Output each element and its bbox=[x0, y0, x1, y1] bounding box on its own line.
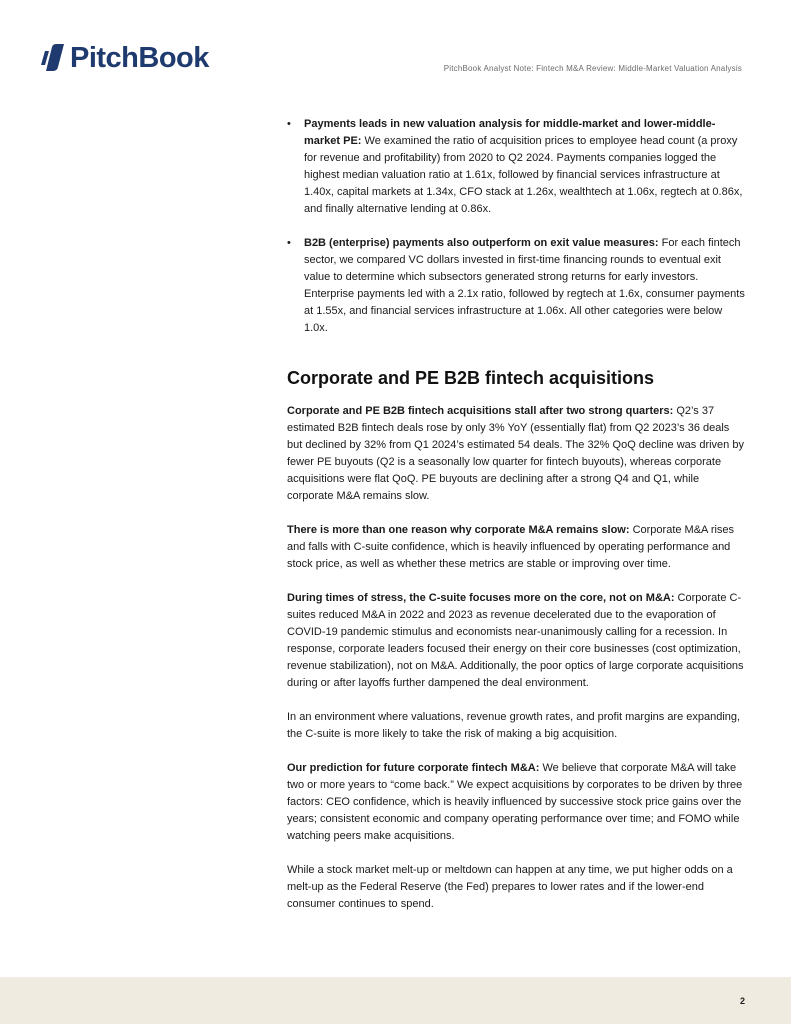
paragraph-lead: During times of stress, the C-suite focuses more on the core, not on M&A: bbox=[287, 592, 675, 604]
paragraph bbox=[287, 760, 745, 845]
bullet-item bbox=[287, 235, 745, 337]
paragraph bbox=[287, 522, 745, 573]
header-note: PitchBook Analyst Note: Fintech M&A Review: Middle-Market Valuation Analysis bbox=[443, 64, 742, 73]
paragraph-text: Corporate C-suites reduced M&A in 2022 and 2023 as revenue decelerated due to the evaporation of COVID-19 pandemic stimulus and economists near-unanimously calling for a recession. In response, corporate leaders focused their energy on their core businesses (cost optimization, revenue stabilization), not on M&A. Additionally, the poor optics of large corporate acquisitions during or after layoffs further dampened the deal environment. bbox=[287, 592, 744, 689]
page-footer bbox=[0, 977, 791, 1024]
page-number: 2 bbox=[739, 996, 745, 1006]
paragraph bbox=[287, 709, 745, 743]
bullet-item bbox=[287, 116, 745, 218]
bullet-text: We examined the ratio of acquisition prices to employee head count (a proxy for revenue and profitability) from 2020 to Q2 2024. Payments companies logged the highest median valuation ratio at 1.61x, followed by financial services infrastructure at 1.40x, capital markets at 1.34x, CFO stack at 1.26x, wealthtech at 1.06x, regtech at 0.86x, and finally alternative lending at 0.86x. bbox=[304, 135, 743, 215]
logo-text: PitchBook bbox=[70, 41, 209, 74]
paragraph-text: Q2’s 37 estimated B2B fintech deals rose by only 3% YoY (essentially flat) from Q2 2023’s 36 deals but declined by 32% from Q1 2024’s estimated 54 deals. The 32% QoQ decline was driven by fewer PE buyouts (Q2 is a seasonally low quarter for fintech buyouts), whereas corporate acquisitions were flat QoQ. PE buyouts are declining after a strong Q4 and Q1, while corporate M&A remains slow. bbox=[287, 405, 744, 502]
paragraph-text: In an environment where valuations, revenue growth rates, and profit margins are expanding, the C-suite is more likely to take the risk of making a big acquisition. bbox=[287, 711, 741, 740]
paragraph-text: While a stock market melt-up or meltdown can happen at any time, we put higher odds on a melt-up as the Federal Reserve (the Fed) prepares to lower rates and if the lower-end consumer continues to spend. bbox=[287, 864, 733, 910]
bullet-lead: Payments leads in new valuation analysis for middle-market and lower-middle-market PE: bbox=[304, 118, 716, 147]
paragraph bbox=[287, 403, 745, 505]
key-takeaways-list bbox=[287, 116, 745, 354]
paragraph bbox=[287, 590, 745, 692]
paragraph-text: Corporate M&A rises and falls with C-suite confidence, which is heavily influenced by operating performance and stock price, as well as whether these metrics are stable or improving over time. bbox=[287, 524, 735, 570]
pitchbook-logo bbox=[40, 40, 209, 76]
section-heading: Corporate and PE B2B fintech acquisitions bbox=[287, 368, 655, 388]
body-text bbox=[287, 403, 745, 930]
paragraph-text: We believe that corporate M&A will take two or more years to “come back.” We expect acquisitions by corporates to be driven by three factors: CEO confidence, which is heavily influenced by successive stock price gains over the years; consistent economic and company operating performance over time; and FOMO while watching peers make acquisitions. bbox=[287, 762, 743, 842]
paragraph-lead: Corporate and PE B2B fintech acquisitions stall after two strong quarters: bbox=[287, 405, 674, 417]
paragraph-lead: There is more than one reason why corporate M&A remains slow: bbox=[287, 524, 630, 536]
paragraph-lead: Our prediction for future corporate fintech M&A: bbox=[287, 762, 540, 774]
paragraph bbox=[287, 862, 745, 913]
bullet-text: For each fintech sector, we compared VC dollars invested in first-time financing rounds to eventual exit value to determine which subsectors generated strong returns for early investors. Enterprise payments led with a 2.1x ratio, followed by regtech at 1.6x, consumer payments at 1.55x, and financial services infrastructure at 1.06x. All other categories were below 1.0x. bbox=[304, 237, 745, 334]
bullet-lead: B2B (enterprise) payments also outperform on exit value measures: bbox=[304, 237, 659, 249]
pitchbook-logo-icon bbox=[40, 43, 66, 73]
